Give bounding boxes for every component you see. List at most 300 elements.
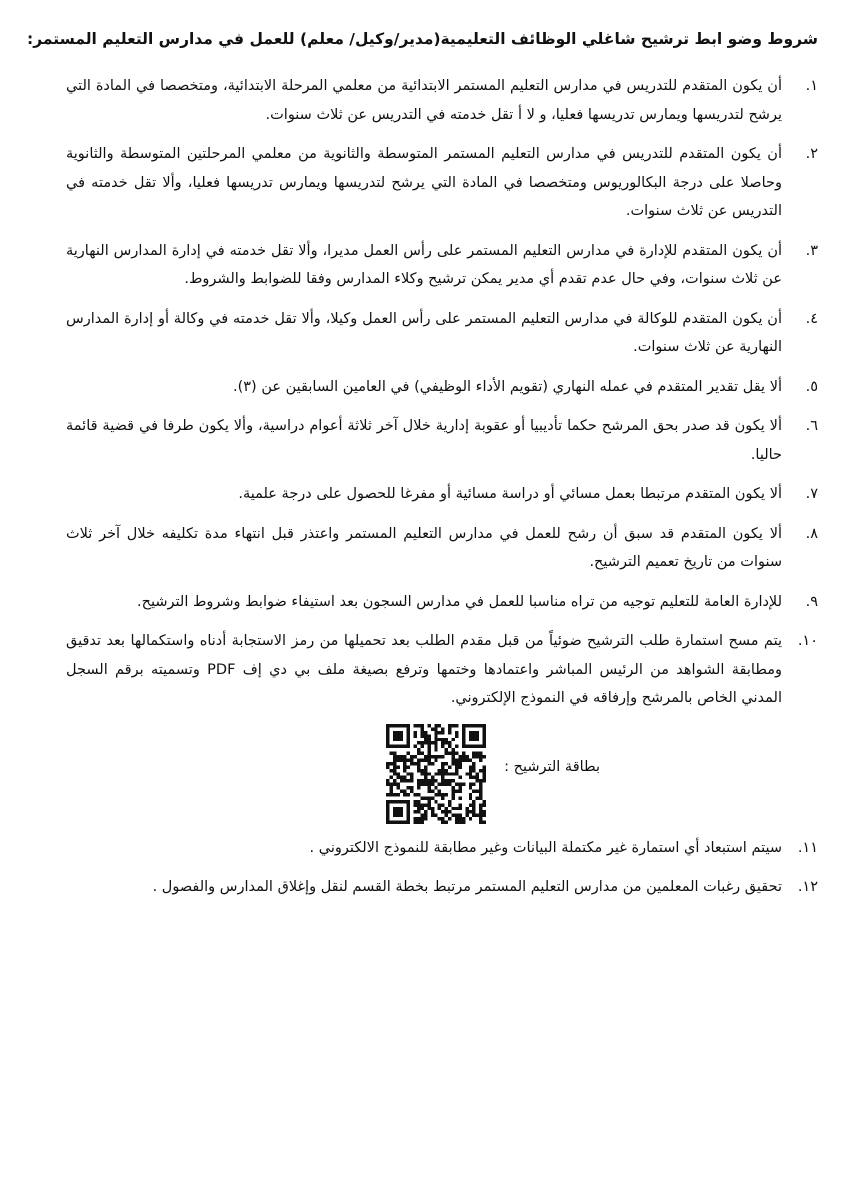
- qr-module: [417, 820, 420, 823]
- qr-module: [476, 772, 479, 775]
- qr-module: [472, 724, 475, 727]
- qr-module: [448, 803, 451, 806]
- qr-module: [386, 813, 389, 816]
- qr-module: [427, 758, 430, 761]
- qr-module: [469, 775, 472, 778]
- qr-module: [452, 792, 455, 795]
- qr-module: [455, 782, 458, 785]
- qr-module: [441, 782, 444, 785]
- qr-module: [420, 724, 423, 727]
- qr-module: [431, 741, 434, 744]
- qr-module: [393, 772, 396, 775]
- qr-module: [386, 820, 389, 823]
- qr-module: [389, 775, 392, 778]
- qr-module: [410, 761, 413, 764]
- qr-module: [427, 796, 430, 799]
- qr-module: [476, 744, 479, 747]
- list-item: [66, 873, 818, 902]
- qr-module: [441, 817, 444, 820]
- qr-module: [414, 734, 417, 737]
- qr-module: [445, 810, 448, 813]
- qr-module: [389, 744, 392, 747]
- qr-module: [393, 820, 396, 823]
- qr-module: [483, 727, 486, 730]
- qr-module: [441, 765, 444, 768]
- qr-module: [386, 792, 389, 795]
- item-number: ٣.: [805, 242, 818, 259]
- qr-module: [396, 792, 399, 795]
- qr-module: [479, 810, 482, 813]
- qr-module: [420, 751, 423, 754]
- qr-module: [452, 813, 455, 816]
- qr-module: [389, 751, 392, 754]
- qr-module: [417, 741, 420, 744]
- qr-module: [420, 730, 423, 733]
- qr-module: [462, 734, 465, 737]
- qr-module: [414, 755, 417, 758]
- item-number: ٥.: [805, 378, 818, 395]
- qr-module: [424, 737, 427, 740]
- qr-module: [448, 727, 451, 730]
- item-text: أن يكون المتقدم للتدريس في مدارس التعليم المستمر الابتدائية من معلمي المرحلة الابتدائية، ومتخصصا في المادة التي يرشح لتدريسها ويمارس تدريسها فعليا، و لا أ تقل خدمته في التدريس عن ثلاث سنوات.: [66, 78, 782, 123]
- qr-module: [400, 737, 403, 740]
- qr-module: [445, 772, 448, 775]
- qr-module: [424, 741, 427, 744]
- qr-module: [458, 813, 461, 816]
- qr-module: [389, 799, 392, 802]
- list-item: [66, 520, 818, 577]
- qr-module: [427, 782, 430, 785]
- qr-module: [434, 772, 437, 775]
- qr-module: [403, 775, 406, 778]
- qr-module: [458, 758, 461, 761]
- qr-module: [479, 724, 482, 727]
- qr-module: [400, 755, 403, 758]
- qr-module: [417, 751, 420, 754]
- qr-module: [414, 817, 417, 820]
- qr-module: [462, 741, 465, 744]
- qr-module: [445, 741, 448, 744]
- qr-module: [431, 810, 434, 813]
- qr-module: [472, 782, 475, 785]
- qr-module: [420, 741, 423, 744]
- qr-module: [479, 820, 482, 823]
- qr-module: [400, 799, 403, 802]
- qr-module: [452, 772, 455, 775]
- qr-module: [455, 758, 458, 761]
- qr-module: [403, 768, 406, 771]
- qr-module: [414, 799, 417, 802]
- qr-module: [400, 789, 403, 792]
- qr-module: [445, 751, 448, 754]
- qr-module: [438, 803, 441, 806]
- item-number: ١٢.: [797, 879, 818, 895]
- qr-module: [386, 779, 389, 782]
- qr-module: [400, 806, 403, 809]
- qr-module: [438, 730, 441, 733]
- qr-module: [420, 744, 423, 747]
- qr-module: [476, 796, 479, 799]
- qr-module: [469, 744, 472, 747]
- qr-module: [445, 782, 448, 785]
- qr-module: [393, 724, 396, 727]
- qr-module: [393, 765, 396, 768]
- qr-module: [448, 730, 451, 733]
- qr-module: [393, 806, 396, 809]
- qr-module: [472, 730, 475, 733]
- qr-module: [386, 734, 389, 737]
- qr-module: [483, 803, 486, 806]
- qr-module: [410, 755, 413, 758]
- list-item: [66, 834, 818, 863]
- qr-module: [431, 806, 434, 809]
- qr-module: [479, 755, 482, 758]
- qr-module: [427, 724, 430, 727]
- qr-module: [434, 730, 437, 733]
- qr-module: [434, 744, 437, 747]
- qr-module: [407, 765, 410, 768]
- qr-module: [393, 744, 396, 747]
- qr-module: [393, 755, 396, 758]
- qr-module: [448, 772, 451, 775]
- qr-module: [441, 796, 444, 799]
- qr-module: [441, 744, 444, 747]
- qr-module: [441, 820, 444, 823]
- qr-module: [479, 806, 482, 809]
- qr-module: [483, 730, 486, 733]
- qr-module: [438, 724, 441, 727]
- qr-module: [462, 730, 465, 733]
- qr-module: [410, 772, 413, 775]
- qr-module: [452, 806, 455, 809]
- qr-module: [483, 779, 486, 782]
- qr-module: [407, 730, 410, 733]
- item-text: ألا يكون المتقدم قد سبق أن رشح للعمل في مدارس التعليم المستمر واعتذر قبل انتهاء مدة تكليفه خلال آخر ثلاث سنوات من تاريخ تعميم الترشيح.: [66, 525, 782, 570]
- item-text: تحقيق رغبات المعلمين من مدارس التعليم المستمر مرتبط بخطة القسم لنقل وإغلاق المدارس والفصول .: [152, 879, 782, 895]
- list-item: [66, 480, 818, 509]
- qr-module: [386, 817, 389, 820]
- qr-module: [400, 730, 403, 733]
- qr-module: [479, 758, 482, 761]
- qr-module: [400, 744, 403, 747]
- qr-module: [431, 775, 434, 778]
- qr-module: [438, 789, 441, 792]
- qr-module: [469, 796, 472, 799]
- qr-module: [462, 751, 465, 754]
- qr-module: [420, 758, 423, 761]
- qr-module: [417, 792, 420, 795]
- nomination-card-block: [66, 724, 818, 824]
- qr-module: [452, 751, 455, 754]
- qr-module: [476, 755, 479, 758]
- qr-module: [396, 813, 399, 816]
- qr-module: [386, 730, 389, 733]
- qr-module: [427, 734, 430, 737]
- qr-module: [386, 799, 389, 802]
- qr-module: [403, 755, 406, 758]
- qr-module: [469, 817, 472, 820]
- qr-module: [465, 724, 468, 727]
- qr-module: [407, 727, 410, 730]
- qr-module: [441, 775, 444, 778]
- qr-module: [427, 737, 430, 740]
- qr-module: [483, 737, 486, 740]
- qr-module: [393, 751, 396, 754]
- qr-module: [441, 761, 444, 764]
- qr-code-icon[interactable]: [386, 724, 486, 824]
- qr-module: [427, 751, 430, 754]
- qr-module: [462, 724, 465, 727]
- qr-module: [417, 758, 420, 761]
- item-text: أن يكون المتقدم للوكالة في مدارس التعليم المستمر على رأس العمل وكيلا، وألا تقل خدمته في وكالة أو إدارة المدارس النهارية عن ثلاث سنوات.: [66, 310, 782, 355]
- qr-module: [393, 792, 396, 795]
- list-item: [66, 588, 818, 617]
- qr-module: [424, 768, 427, 771]
- qr-module: [472, 744, 475, 747]
- qr-module: [431, 779, 434, 782]
- item-number: ٨.: [805, 525, 818, 542]
- qr-module: [441, 810, 444, 813]
- qr-module: [472, 810, 475, 813]
- qr-module: [476, 724, 479, 727]
- qr-module: [462, 755, 465, 758]
- qr-module: [479, 751, 482, 754]
- qr-module: [427, 799, 430, 802]
- qr-module: [434, 792, 437, 795]
- qr-module: [462, 744, 465, 747]
- qr-module: [448, 744, 451, 747]
- qr-module: [455, 724, 458, 727]
- qr-module: [403, 744, 406, 747]
- qr-module: [417, 768, 420, 771]
- qr-module: [441, 772, 444, 775]
- qr-module: [414, 761, 417, 764]
- qr-module: [400, 813, 403, 816]
- qr-module: [472, 765, 475, 768]
- qr-module: [472, 775, 475, 778]
- qr-module: [448, 779, 451, 782]
- qr-module: [431, 813, 434, 816]
- qr-module: [407, 792, 410, 795]
- qr-module: [458, 789, 461, 792]
- qr-module: [455, 765, 458, 768]
- nomination-card-label: بطاقة الترشيح :: [504, 758, 600, 775]
- qr-module: [403, 789, 406, 792]
- qr-module: [452, 758, 455, 761]
- qr-module: [469, 734, 472, 737]
- qr-module: [431, 761, 434, 764]
- qr-module: [438, 792, 441, 795]
- qr-module: [472, 761, 475, 764]
- qr-module: [479, 817, 482, 820]
- qr-module: [469, 768, 472, 771]
- qr-module: [472, 789, 475, 792]
- qr-module: [420, 772, 423, 775]
- qr-module: [434, 741, 437, 744]
- qr-module: [448, 751, 451, 754]
- qr-module: [386, 741, 389, 744]
- qr-module: [414, 724, 417, 727]
- qr-module: [389, 792, 392, 795]
- qr-module: [424, 810, 427, 813]
- qr-module: [417, 806, 420, 809]
- qr-module: [452, 779, 455, 782]
- qr-module: [427, 741, 430, 744]
- qr-module: [469, 737, 472, 740]
- qr-module: [441, 730, 444, 733]
- qr-module: [407, 724, 410, 727]
- qr-module: [452, 748, 455, 751]
- qr-module: [407, 803, 410, 806]
- qr-module: [427, 806, 430, 809]
- qr-module: [407, 820, 410, 823]
- qr-module: [434, 758, 437, 761]
- qr-module: [403, 761, 406, 764]
- qr-module: [448, 741, 451, 744]
- item-text: ألا يكون قد صدر بحق المرشح حكما تأديبيا أو عقوبة إدارية خلال آخر ثلاثة أعوام دراسية، وألا يكون طرفا في قضية قائمة حاليا.: [66, 418, 782, 463]
- qr-module: [403, 765, 406, 768]
- qr-module: [445, 737, 448, 740]
- qr-module: [389, 768, 392, 771]
- qr-module: [410, 775, 413, 778]
- qr-module: [393, 737, 396, 740]
- qr-module: [393, 813, 396, 816]
- qr-module: [479, 768, 482, 771]
- qr-module: [455, 761, 458, 764]
- qr-module: [448, 799, 451, 802]
- qr-module: [386, 727, 389, 730]
- qr-module: [386, 806, 389, 809]
- qr-module: [396, 806, 399, 809]
- qr-module: [400, 820, 403, 823]
- qr-module: [400, 724, 403, 727]
- item-text: ألا يقل تقدير المتقدم في عمله النهاري (تقويم الأداء الوظيفي) في العامين السابقين عن (٣).: [232, 378, 782, 395]
- list-item: [66, 72, 818, 129]
- qr-module: [400, 758, 403, 761]
- qr-module: [396, 744, 399, 747]
- qr-module: [455, 751, 458, 754]
- qr-module: [462, 817, 465, 820]
- qr-module: [448, 765, 451, 768]
- qr-module: [469, 765, 472, 768]
- qr-module: [420, 813, 423, 816]
- qr-module: [417, 786, 420, 789]
- qr-module: [396, 724, 399, 727]
- qr-module: [445, 748, 448, 751]
- qr-module: [414, 730, 417, 733]
- qr-module: [389, 761, 392, 764]
- qr-module: [417, 817, 420, 820]
- qr-module: [465, 810, 468, 813]
- qr-module: [427, 772, 430, 775]
- qr-module: [455, 772, 458, 775]
- qr-module: [469, 803, 472, 806]
- qr-module: [465, 813, 468, 816]
- qr-module: [483, 813, 486, 816]
- qr-module: [434, 813, 437, 816]
- qr-module: [389, 820, 392, 823]
- qr-module: [410, 779, 413, 782]
- qr-module: [407, 734, 410, 737]
- qr-module: [469, 792, 472, 795]
- qr-module: [476, 813, 479, 816]
- list-item: [66, 140, 818, 226]
- qr-module: [476, 737, 479, 740]
- qr-module: [427, 803, 430, 806]
- qr-module: [438, 817, 441, 820]
- qr-module: [407, 758, 410, 761]
- qr-module: [448, 724, 451, 727]
- qr-module: [469, 724, 472, 727]
- qr-module: [434, 734, 437, 737]
- qr-module: [420, 803, 423, 806]
- qr-module: [469, 782, 472, 785]
- qr-module: [417, 779, 420, 782]
- qr-module: [400, 775, 403, 778]
- qr-module: [479, 792, 482, 795]
- qr-module: [400, 734, 403, 737]
- qr-module: [393, 782, 396, 785]
- qr-module: [417, 803, 420, 806]
- qr-module: [445, 813, 448, 816]
- qr-module: [420, 727, 423, 730]
- qr-module: [455, 817, 458, 820]
- qr-module: [472, 737, 475, 740]
- qr-module: [389, 782, 392, 785]
- qr-module: [458, 817, 461, 820]
- qr-module: [393, 779, 396, 782]
- qr-module: [417, 724, 420, 727]
- qr-module: [396, 772, 399, 775]
- qr-module: [417, 782, 420, 785]
- qr-module: [414, 820, 417, 823]
- qr-module: [465, 806, 468, 809]
- qr-module: [414, 792, 417, 795]
- qr-module: [441, 741, 444, 744]
- qr-module: [424, 772, 427, 775]
- qr-module: [396, 820, 399, 823]
- qr-module: [396, 755, 399, 758]
- qr-module: [434, 786, 437, 789]
- item-text: أن يكون المتقدم للإدارة في مدارس التعليم المستمر على رأس العمل مديرا، وألا تقل خدمته في إدارة المدارس النهارية عن ثلاث سنوات، وفي حال عدم تقدم أي مدير يمكن ترشيح وكلاء المدارس وفقا للضوابط والشروط.: [66, 242, 782, 287]
- document-title: شروط وضو ابط ترشيح شاغلي الوظائف التعليمية(مدير/وكيل/ معلم) للعمل في مدارس التعليم المستمر:: [27, 30, 818, 48]
- qr-module: [420, 817, 423, 820]
- qr-module: [431, 755, 434, 758]
- qr-module: [396, 782, 399, 785]
- qr-module: [452, 789, 455, 792]
- qr-module: [448, 817, 451, 820]
- list-item: [66, 305, 818, 362]
- qr-module: [420, 796, 423, 799]
- item-number: ٧.: [805, 486, 818, 502]
- qr-module: [441, 803, 444, 806]
- qr-module: [424, 813, 427, 816]
- qr-module: [458, 820, 461, 823]
- qr-module: [455, 744, 458, 747]
- qr-module: [452, 786, 455, 789]
- qr-module: [462, 782, 465, 785]
- qr-module: [407, 810, 410, 813]
- qr-module: [424, 796, 427, 799]
- qr-module: [469, 758, 472, 761]
- qr-module: [458, 755, 461, 758]
- item-text: أن يكون المتقدم للتدريس في مدارس التعليم المستمر المتوسطة والثانوية من معلمي المرحلتين المتوسطة والثانوية وحاصلا على درجة البكالوريوس ومتخصصا في المادة التي يرشح لتدريسها ويمارس تدريسها فعليا، وألا تقل خدمته في التدريس عن ثلاث سنوات.: [66, 146, 782, 219]
- qr-module: [393, 758, 396, 761]
- conditions-list-continued: [66, 834, 818, 902]
- qr-module: [483, 765, 486, 768]
- qr-module: [483, 799, 486, 802]
- qr-module: [407, 817, 410, 820]
